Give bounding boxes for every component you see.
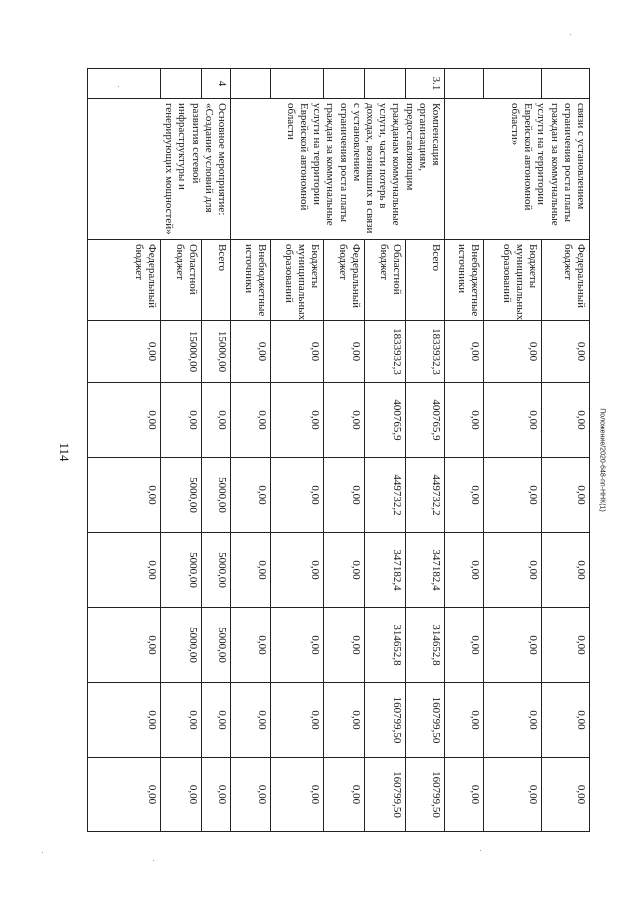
value-cell: 0,00 [231, 383, 271, 458]
scan-speck [153, 860, 154, 861]
value-cell: 0,00 [484, 383, 542, 458]
funding-source: Бюджеты муниципальных образований [271, 240, 324, 321]
value-cell: 5000,00 [161, 458, 202, 533]
value-cell: 0,00 [271, 758, 324, 832]
value-cell: 0,00 [271, 383, 324, 458]
value-cell: 0,00 [202, 683, 231, 758]
scan-speck [42, 852, 43, 853]
scan-speck [570, 34, 571, 35]
value-cell: 160799,50 [406, 758, 445, 832]
value-cell: 1833932,3 [406, 321, 445, 383]
row-number [161, 69, 202, 99]
value-cell: 0,00 [88, 383, 161, 458]
measure-name: Основное мероприятие: «Создание условий для развития сетевой инфраструктуры и генерирующих мощностей» [88, 99, 231, 240]
page-number: 114 [57, 442, 72, 462]
row-number [231, 69, 271, 99]
value-cell: 449732,2 [406, 458, 445, 533]
value-cell: 160799,50 [365, 683, 406, 758]
measure-name: Компенсация организациям, предоставляющим гражданам коммунальные услуги, части потерь в доходах, возникших в связи с установлением ограничения роста платы граждан за коммунальные услуги на территории Еврейской автономной области [231, 99, 445, 240]
value-cell: 0,00 [484, 608, 542, 683]
value-cell: 5000,00 [202, 608, 231, 683]
value-cell: 0,00 [324, 533, 365, 608]
value-cell: 0,00 [324, 321, 365, 383]
value-cell: 0,00 [88, 758, 161, 832]
row-number [324, 69, 365, 99]
value-cell: 0,00 [324, 608, 365, 683]
value-cell: 0,00 [542, 533, 590, 608]
funding-source: Бюджеты муниципальных образований [484, 240, 542, 321]
funding-source: Федеральный бюджет [542, 240, 590, 321]
funding-source: Всего [406, 240, 445, 321]
value-cell: 314652,8 [365, 608, 406, 683]
value-cell: 0,00 [445, 458, 484, 533]
value-cell: 400765,9 [365, 383, 406, 458]
row-number [542, 69, 590, 99]
value-cell: 0,00 [88, 533, 161, 608]
value-cell: 0,00 [445, 383, 484, 458]
value-cell: 15000,00 [161, 321, 202, 383]
value-cell: 449732,2 [365, 458, 406, 533]
value-cell: 0,00 [202, 758, 231, 832]
value-cell: 5000,00 [202, 533, 231, 608]
value-cell: 0,00 [542, 608, 590, 683]
row-number [365, 69, 406, 99]
value-cell: 0,00 [445, 608, 484, 683]
value-cell: 0,00 [161, 758, 202, 832]
value-cell: 0,00 [445, 321, 484, 383]
row-number [484, 69, 542, 99]
scan-speck [118, 86, 119, 87]
value-cell: 160799,50 [406, 683, 445, 758]
row-number: 4 [202, 69, 231, 99]
value-cell: 0,00 [231, 458, 271, 533]
value-cell: 0,00 [88, 608, 161, 683]
value-cell: 15000,00 [202, 321, 231, 383]
row-number [445, 69, 484, 99]
value-cell: 0,00 [542, 683, 590, 758]
value-cell: 0,00 [271, 683, 324, 758]
value-cell: 0,00 [324, 758, 365, 832]
budget-table-wrapper [88, 68, 590, 831]
value-cell: 0,00 [324, 683, 365, 758]
row-number [271, 69, 324, 99]
value-cell: 0,00 [161, 383, 202, 458]
table-row [406, 69, 445, 832]
funding-source: Областной бюджет [365, 240, 406, 321]
row-number: 3.1 [406, 69, 445, 99]
value-cell: 1833932,3 [365, 321, 406, 383]
value-cell: 0,00 [202, 383, 231, 458]
funding-source: Внебюджетные источники [231, 240, 271, 321]
value-cell: 0,00 [231, 321, 271, 383]
side-footer [596, 300, 608, 620]
row-number [88, 69, 161, 99]
value-cell: 0,00 [484, 458, 542, 533]
value-cell: 0,00 [484, 533, 542, 608]
table-row [542, 69, 590, 832]
value-cell: 314652,8 [406, 608, 445, 683]
value-cell: 0,00 [324, 383, 365, 458]
value-cell: 5000,00 [161, 533, 202, 608]
value-cell: 0,00 [161, 683, 202, 758]
value-cell: 0,00 [231, 533, 271, 608]
value-cell: 0,00 [484, 683, 542, 758]
table-row [202, 69, 231, 832]
value-cell: 0,00 [542, 458, 590, 533]
side-footer-text: Положение/2020-648-пп-ННК(1) [598, 408, 606, 512]
value-cell: 0,00 [445, 683, 484, 758]
value-cell: 0,00 [88, 321, 161, 383]
value-cell: 0,00 [484, 321, 542, 383]
table-body [88, 69, 590, 832]
value-cell: 0,00 [542, 383, 590, 458]
value-cell: 5000,00 [161, 608, 202, 683]
funding-source: Всего [202, 240, 231, 321]
funding-source: Федеральный бюджет [88, 240, 161, 321]
value-cell: 0,00 [231, 683, 271, 758]
value-cell: 0,00 [484, 758, 542, 832]
value-cell: 0,00 [445, 533, 484, 608]
budget-table [87, 68, 590, 832]
value-cell: 0,00 [231, 758, 271, 832]
value-cell: 347182,4 [406, 533, 445, 608]
value-cell: 0,00 [271, 608, 324, 683]
value-cell: 160799,50 [365, 758, 406, 832]
value-cell: 0,00 [88, 458, 161, 533]
value-cell: 0,00 [271, 321, 324, 383]
value-cell: 0,00 [542, 758, 590, 832]
value-cell: 0,00 [231, 608, 271, 683]
value-cell: 400765,9 [406, 383, 445, 458]
value-cell: 0,00 [324, 458, 365, 533]
funding-source: Внебюджетные источники [445, 240, 484, 321]
value-cell: 5000,00 [202, 458, 231, 533]
scan-speck [480, 850, 481, 851]
funding-source: Областной бюджет [161, 240, 202, 321]
value-cell: 0,00 [445, 758, 484, 832]
funding-source: Федеральный бюджет [324, 240, 365, 321]
value-cell: 0,00 [271, 533, 324, 608]
measure-name: связи с установлением ограничения роста платы граждан за коммунальные услуги на территории Еврейской автономной области» [445, 99, 590, 240]
value-cell: 347182,4 [365, 533, 406, 608]
value-cell: 0,00 [542, 321, 590, 383]
value-cell: 0,00 [88, 683, 161, 758]
value-cell: 0,00 [271, 458, 324, 533]
